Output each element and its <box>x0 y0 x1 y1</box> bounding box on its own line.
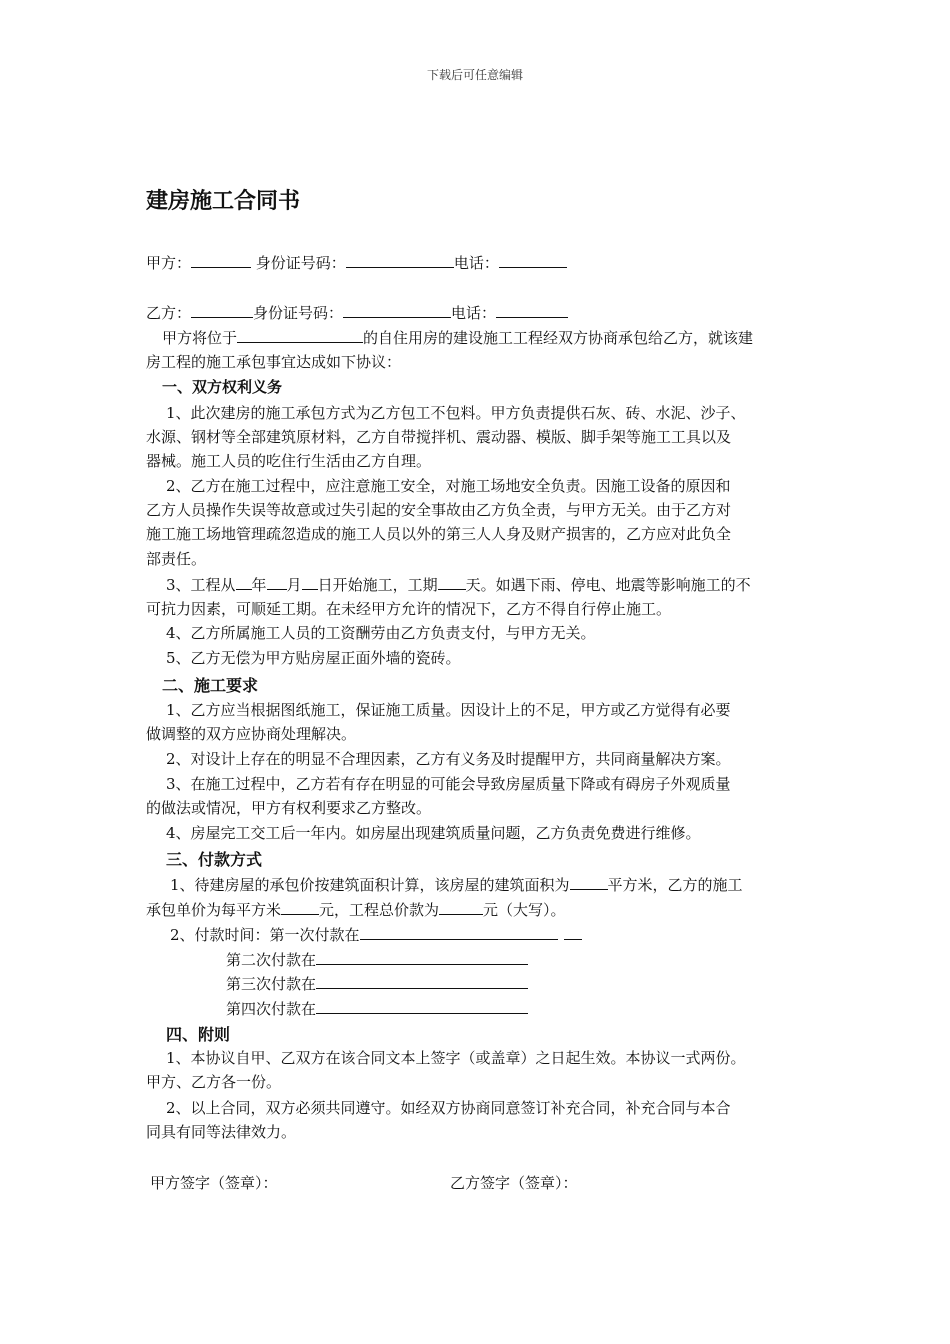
sec2-p4: 4、房屋完工交工后一年内。如房屋出现建筑质量问题，乙方负责免费进行维修。 <box>166 824 701 842</box>
party-a-line <box>146 250 567 275</box>
payment-1-line <box>170 922 582 947</box>
section-4-heading: 四、附则 <box>166 1025 231 1044</box>
section-3-heading: 三、付款方式 <box>166 850 263 869</box>
party-b-id-blank <box>343 300 451 318</box>
payment-4-line <box>226 996 528 1021</box>
header-note: 下载后可任意编辑 <box>426 68 523 82</box>
payment-3-label: 第三次付款在 <box>226 975 317 993</box>
sec3-p1-c: 承包单价为每平方米 <box>146 901 282 919</box>
location-blank <box>237 325 363 343</box>
sec3-p1-a: 1、待建房屋的承包价按建筑面积计算，该房屋的建筑面积为 <box>170 876 570 894</box>
sec1-p1-line-2: 水源、钢材等全部建筑原材料，乙方自带搅拌机、震动器、模版、脚手架等施工工具以及 <box>146 428 732 446</box>
party-a-id-blank <box>346 250 454 268</box>
party-a-id-label: 身份证号码： <box>255 254 346 272</box>
sec1-p3-e: 天。如遇下雨、停电、地震等影响施工的不 <box>465 576 751 594</box>
intro-line-2: 房工程的施工承包事宜达成如下协议： <box>146 353 402 371</box>
party-b-phone-blank <box>496 300 568 318</box>
year-blank <box>236 572 252 590</box>
area-blank <box>570 872 608 890</box>
sec1-p1-line-1: 1、此次建房的施工承包方式为乙方包工不包料。甲方负责提供石灰、砖、水泥、沙子、 <box>166 404 746 422</box>
section-1-heading: 一、双方权利义务 <box>162 378 283 396</box>
sec1-p2-line-1: 2、乙方在施工过程中，应注意施工安全，对施工场地安全负责。因施工设备的原因和 <box>166 477 731 495</box>
sec3-p1-line-1 <box>170 872 743 897</box>
unit-price-blank <box>281 897 319 915</box>
party-b-signature-label: 乙方签字（签章）： <box>450 1174 578 1192</box>
sec1-p3-line-2: 可抗力因素，可顺延工期。在未经甲方允许的情况下，乙方不得自行停止施工。 <box>146 600 672 618</box>
sec3-p1-line-2 <box>146 897 566 922</box>
party-b-id-label: 身份证号码： <box>253 304 344 322</box>
sec3-p1-b: 平方米，乙方的施工 <box>607 876 743 894</box>
party-a-phone-label: 电话： <box>453 254 499 272</box>
section-2-heading: 二、施工要求 <box>162 676 259 695</box>
party-a-label: 甲方： <box>146 254 192 272</box>
sec4-p1-line-2: 甲方、乙方各一份。 <box>146 1073 282 1091</box>
intro-text-post: 的自住用房的建设施工工程经双方协商承包给乙方，就该建 <box>363 329 754 347</box>
payment-2-blank <box>316 947 528 965</box>
day-blank <box>302 572 318 590</box>
payment-3-blank <box>316 971 528 989</box>
party-a-name-blank <box>191 250 251 268</box>
document-title: 建房施工合同书 <box>146 189 301 214</box>
intro-text-pre: 甲方将位于 <box>162 329 238 347</box>
payment-2-line <box>226 947 528 972</box>
duration-blank <box>438 572 466 590</box>
party-a-signature-label: 甲方签字（签章）： <box>150 1174 278 1192</box>
party-b-phone-label: 电话： <box>451 304 497 322</box>
party-b-line <box>146 300 568 325</box>
sec1-p2-line-2: 乙方人员操作失误等故意或过失引起的安全事故由乙方负全责，与甲方无关。由于乙方对 <box>146 501 732 519</box>
sec1-p3-d: 日开始施工，工期 <box>317 576 438 594</box>
month-blank <box>267 572 287 590</box>
sec2-p2: 2、对设计上存在的明显不合理因素，乙方有义务及时提醒甲方，共同商量解决方案。 <box>166 750 731 768</box>
sec1-p3-c: 月 <box>286 576 302 594</box>
party-b-label: 乙方： <box>146 304 192 322</box>
sec2-p1-line-2: 做调整的双方应协商处理解决。 <box>146 725 357 743</box>
sec1-p4: 4、乙方所属施工人员的工资酬劳由乙方负责支付，与甲方无关。 <box>166 624 596 642</box>
payment-1-blank-extra <box>564 922 582 940</box>
sec1-p2-line-4: 部责任。 <box>146 550 207 568</box>
payment-1-blank <box>360 922 558 940</box>
party-a-phone-blank <box>499 250 567 268</box>
sec1-p1-line-3: 器械。施工人员的吃住行生活由乙方自理。 <box>146 452 432 470</box>
sec1-p2-line-3: 施工施工场地管理疏忽造成的施工人员以外的第三人人身及财产损害的，乙方应对此负全 <box>146 525 732 543</box>
sec2-p3-line-2: 的做法或情况，甲方有权利要求乙方整改。 <box>146 799 432 817</box>
payment-4-label: 第四次付款在 <box>226 1000 317 1018</box>
sec2-p1-line-1: 1、乙方应当根据图纸施工，保证施工质量。因设计上的不足，甲方或乙方觉得有必要 <box>166 701 731 719</box>
sec3-p1-d: 元，工程总价款为 <box>319 901 440 919</box>
sec1-p3-line-1 <box>166 572 751 597</box>
sec1-p3-a: 3、工程从 <box>166 576 236 594</box>
sec1-p5: 5、乙方无偿为甲方贴房屋正面外墙的瓷砖。 <box>166 649 461 667</box>
sec1-p3-b: 年 <box>251 576 267 594</box>
sec3-p1-e: 元（大写）。 <box>483 901 566 919</box>
payment-4-blank <box>316 996 528 1014</box>
sec4-p2-line-1: 2、以上合同，双方必须共同遵守。如经双方协商同意签订补充合同，补充合同与本合 <box>166 1099 731 1117</box>
total-price-blank <box>439 897 483 915</box>
sec4-p1-line-1: 1、本协议自甲、乙双方在该合同文本上签字（或盖章）之日起生效。本协议一式两份。 <box>166 1049 746 1067</box>
payment-2-label: 第二次付款在 <box>226 951 317 969</box>
payment-3-line <box>226 971 528 996</box>
sec2-p3-line-1: 3、在施工过程中，乙方若有存在明显的可能会导致房屋质量下降或有碍房子外观质量 <box>166 775 731 793</box>
payment-1-label: 2、付款时间：第一次付款在 <box>170 926 360 944</box>
intro-line-1 <box>162 325 753 350</box>
party-b-name-blank <box>191 300 253 318</box>
sec4-p2-line-2: 同具有同等法律效力。 <box>146 1123 297 1141</box>
